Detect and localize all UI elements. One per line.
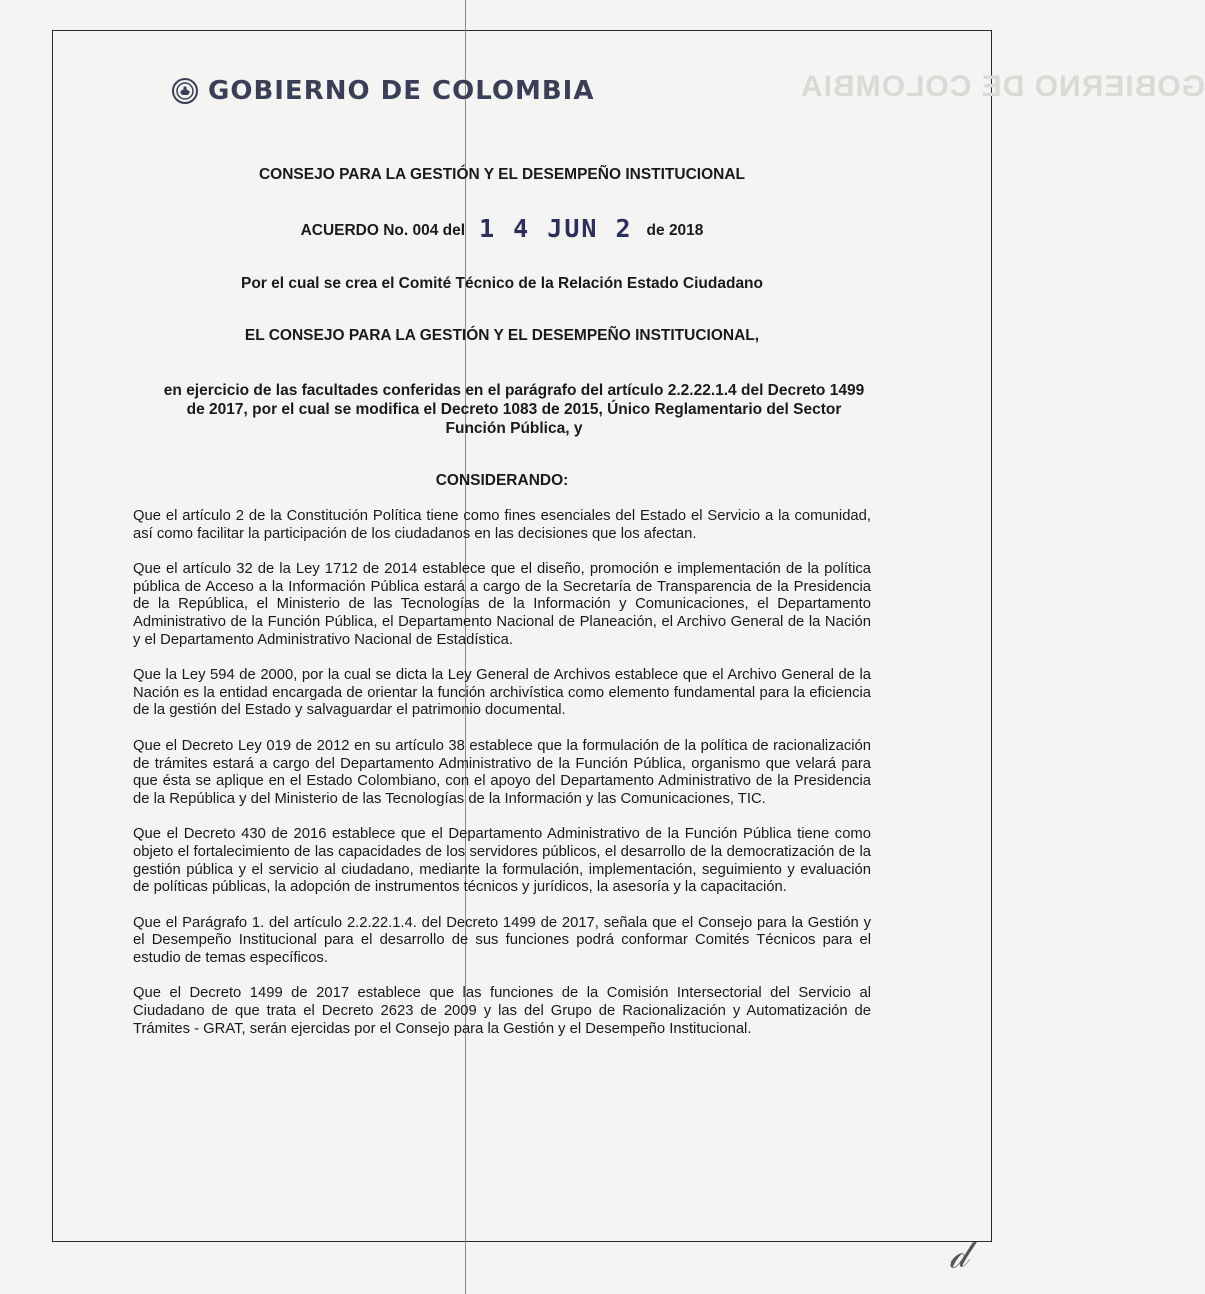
bleed-through-logo: GOBIERNO DE COLOMBIA — [800, 70, 1205, 103]
considerando-heading: CONSIDERANDO: — [435, 472, 569, 489]
paragraph: Que el Parágrafo 1. del artículo 2.2.22.1.4. del Decreto 1499 de 2017, señala que el Consejo para la Gestión y el Desempeño Institucional para el desarrollo de sus funciones podrá conformar Comités Técnicos para el estudio de temas específicos. — [133, 914, 871, 966]
paragraph: Que la Ley 594 de 2000, por la cual se dicta la Ley General de Archivos establece que el Archivo General de la Nación es la entidad encargada de orientar la función archivística como elemento fundamental para la eficiencia de la gestión del Estado y salvaguardar el patrimonio documental. — [133, 667, 871, 719]
handwritten-initials: 𝒹 — [944, 1230, 971, 1278]
council-caps: EL CONSEJO PARA LA GESTIÓN Y EL DESEMPEÑO INSTITUCIONAL, — [244, 327, 760, 344]
paragraph: Que el Decreto 430 de 2016 establece que el Departamento Administrativo de la Función Pública tiene como objeto el fortalecimiento de las capacidades de los servidores públicos, el desarrollo de la democratización de la gestión pública y el servicio al ciudadano, mediante la formulación, implementación, seguimiento y evaluación de políticas públicas, la adopción de instrumentos técnicos y jurídicos, la asesoría y la capacitación. — [133, 826, 871, 896]
considerando-paragraphs — [133, 508, 871, 1038]
paragraph: Que el artículo 2 de la Constitución Política tiene como fines esenciales del Estado el Servicio a la comunidad, así como facilitar la participación de los ciudadanos en las decisiones que los afectan. — [133, 508, 871, 542]
acuerdo-subject: Por el cual se crea el Comité Técnico de la Relación Estado Ciudadano — [241, 275, 763, 292]
document-body — [133, 160, 871, 1056]
date-stamp: 1 4 JUN 2 — [479, 214, 633, 243]
government-logo — [172, 76, 594, 106]
acuerdo-line — [133, 216, 871, 245]
paragraph: Que el artículo 32 de la Ley 1712 de 2014 establece que el diseño, promoción e implementación de la política pública de Acceso a la Información Pública estará a cargo de la Secretaría de Transparencia de la Presidencia de la República, el Ministerio de las Tecnologías de la Información y Comunicaciones, el Departamento Administrativo de la Función Pública, el Departamento Nacional de Planeación, el Archivo General de la Nación y el Departamento Administrativo Nacional de Estadística. — [133, 561, 871, 648]
acuerdo-prefix: ACUERDO No. 004 del — [300, 221, 466, 239]
colombia-seal-icon — [172, 78, 198, 104]
paragraph: Que el Decreto Ley 019 de 2012 en su artículo 38 establece que la formulación de la política de racionalización de trámites estará a cargo del Departamento Administrativo de la Función Pública, organismo que velará para que ésta se aplique en el Estado Colombiano, con el apoyo del Departamento Administrativo de la Presidencia de la República y del Ministerio de las Tecnologías de la Información y las Comunicaciones, TIC. — [133, 737, 871, 807]
council-heading: CONSEJO PARA LA GESTIÓN Y EL DESEMPEÑO INSTITUCIONAL — [258, 166, 746, 183]
facultades-text: en ejercicio de las facultades conferidas en el parágrafo del artículo 2.2.22.1.4 del Decreto 1499 de 2017, por el cual se modifica el Decreto 1083 de 2015, Único Reglamentario del Sector Función Pública, y — [163, 382, 865, 437]
acuerdo-suffix: de 2018 — [646, 221, 704, 239]
paragraph: Que el Decreto 1499 de 2017 establece que las funciones de la Comisión Intersectorial del Servicio al Ciudadano de que trata el Decreto 2623 de 2009 y las del Grupo de Racionalización y Automatización de Trámites - GRAT, serán ejercidas por el Consejo para la Gestión y el Desempeño Institucional. — [133, 985, 871, 1037]
logo-text: GOBIERNO DE COLOMBIA — [208, 76, 595, 106]
